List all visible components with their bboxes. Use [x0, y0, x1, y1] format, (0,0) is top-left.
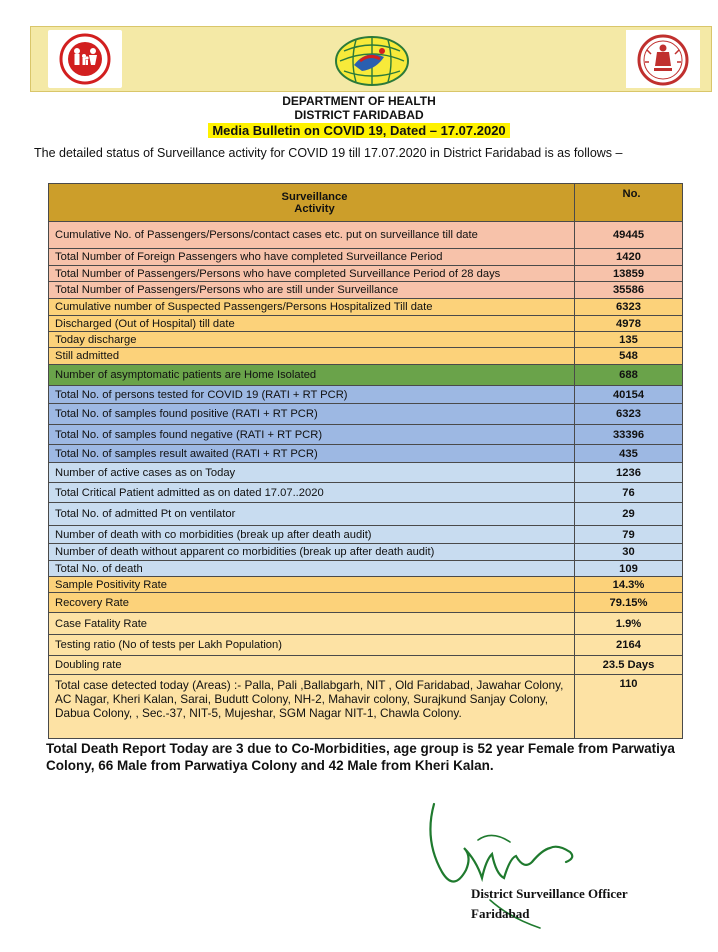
- table-row: [49, 656, 683, 675]
- table-row: [49, 635, 683, 656]
- table-row: [49, 266, 683, 282]
- row-label: Total No. of samples found negative (RATI + RT PCR): [49, 425, 575, 445]
- row-value: 35586: [575, 282, 683, 299]
- intro-text: The detailed status of Surveillance activity for COVID 19 till 17.07.2020 in District Faridabad is as follows –: [34, 146, 623, 160]
- table-row: [49, 675, 683, 739]
- table-row: [49, 365, 683, 386]
- row-value: 14.3%: [575, 577, 683, 593]
- signatory-block: [471, 884, 628, 924]
- row-label: Number of active cases as on Today: [49, 463, 575, 483]
- row-label: Number of asymptomatic patients are Home Isolated: [49, 365, 575, 386]
- table-row: [49, 577, 683, 593]
- row-label: Cumulative No. of Passengers/Persons/contact cases etc. put on surveillance till date: [49, 222, 575, 249]
- row-value: 4978: [575, 316, 683, 332]
- death-report-text: Total Death Report Today are 3 due to Co-Morbidities, age group is 52 year Female from Parwatiya Colony, 66 Male from Parwatiya Colony and 42 Male from Kheri Kalan.: [46, 741, 675, 773]
- table-row: [49, 299, 683, 316]
- table-row: [49, 282, 683, 299]
- row-label: Total No. of samples found positive (RATI + RT PCR): [49, 404, 575, 425]
- header-activity: Surveillance Activity: [49, 184, 575, 222]
- row-label: Still admitted: [49, 348, 575, 365]
- table-row: [49, 316, 683, 332]
- table-row: [49, 561, 683, 577]
- row-label: Case Fatality Rate: [49, 613, 575, 635]
- globe-logo-icon: [332, 30, 412, 88]
- row-value: 548: [575, 348, 683, 365]
- row-label: Doubling rate: [49, 656, 575, 675]
- table-row: [49, 503, 683, 526]
- row-value: 33396: [575, 425, 683, 445]
- row-label: Recovery Rate: [49, 593, 575, 613]
- bulletin-title: [0, 123, 718, 138]
- signatory-title: District Surveillance Officer: [471, 886, 628, 901]
- table-row: [49, 425, 683, 445]
- haryana-emblem-icon: [626, 30, 700, 88]
- row-label: Total No. of death: [49, 561, 575, 577]
- row-label: Total case detected today (Areas) :- Palla, Pali ,Ballabgarh, NIT , Old Faridabad, Jawahar Colony, AC Nagar, Kheri Kalan, Sarai, Budutt Colony, NH-2, Mahavir colony, Surajkund Sanjay Colony, Dabua Colony, , Sec.-37, NIT-5, Mujeshar, SGM Nagar NIT-1, Chawla Colony.: [49, 675, 575, 739]
- row-label: Number of death without apparent co morbidities (break up after death audit): [49, 544, 575, 561]
- row-value: 1236: [575, 463, 683, 483]
- row-value: 30: [575, 544, 683, 561]
- row-value: 109: [575, 561, 683, 577]
- row-value: 6323: [575, 299, 683, 316]
- bulletin-date-highlight: Media Bulletin on COVID 19, Dated – 17.07.2020: [208, 123, 509, 138]
- table-row: [49, 613, 683, 635]
- row-value: 13859: [575, 266, 683, 282]
- row-value: 76: [575, 483, 683, 503]
- table-row: [49, 445, 683, 463]
- row-label: Total Critical Patient admitted as on dated 17.07..2020: [49, 483, 575, 503]
- row-label: Testing ratio (No of tests per Lakh Population): [49, 635, 575, 656]
- row-label: Total Number of Foreign Passengers who have completed Surveillance Period: [49, 249, 575, 266]
- row-value: 2164: [575, 635, 683, 656]
- row-value: 40154: [575, 386, 683, 404]
- row-label: Total No. of admitted Pt on ventilator: [49, 503, 575, 526]
- signatory-place: Faridabad: [471, 906, 530, 921]
- row-label: Discharged (Out of Hospital) till date: [49, 316, 575, 332]
- table-row: [49, 332, 683, 348]
- row-value: 135: [575, 332, 683, 348]
- row-value: 110: [575, 675, 683, 739]
- family-welfare-logo-icon: [48, 30, 122, 88]
- row-value: 29: [575, 503, 683, 526]
- table-row: [49, 386, 683, 404]
- table-row: [49, 404, 683, 425]
- table-row: [49, 463, 683, 483]
- surveillance-table: [48, 183, 683, 739]
- row-value: 79.15%: [575, 593, 683, 613]
- row-label: Number of death with co morbidities (break up after death audit): [49, 526, 575, 544]
- row-value: 49445: [575, 222, 683, 249]
- table-row: [49, 249, 683, 266]
- row-label: Cumulative number of Suspected Passengers/Persons Hospitalized Till date: [49, 299, 575, 316]
- table-header: [49, 184, 683, 222]
- table-row: [49, 526, 683, 544]
- row-value: 435: [575, 445, 683, 463]
- table-row: [49, 544, 683, 561]
- row-label: Today discharge: [49, 332, 575, 348]
- row-value: 6323: [575, 404, 683, 425]
- row-label: Total Number of Passengers/Persons who are still under Surveillance: [49, 282, 575, 299]
- row-label: Total No. of persons tested for COVID 19 (RATI + RT PCR): [49, 386, 575, 404]
- row-value: 1.9%: [575, 613, 683, 635]
- table-row: [49, 483, 683, 503]
- row-value: 79: [575, 526, 683, 544]
- row-label: Total Number of Passengers/Persons who have completed Surveillance Period of 28 days: [49, 266, 575, 282]
- row-value: 1420: [575, 249, 683, 266]
- row-value: 23.5 Days: [575, 656, 683, 675]
- table-row: [49, 348, 683, 365]
- table-row: [49, 593, 683, 613]
- row-label: Total No. of samples result awaited (RATI + RT PCR): [49, 445, 575, 463]
- department-title: DEPARTMENT OF HEALTH: [282, 94, 436, 108]
- header-number: No.: [575, 184, 683, 222]
- row-value: 688: [575, 365, 683, 386]
- table-row: [49, 222, 683, 249]
- district-title: DISTRICT FARIDABAD: [294, 108, 424, 122]
- row-label: Sample Positivity Rate: [49, 577, 575, 593]
